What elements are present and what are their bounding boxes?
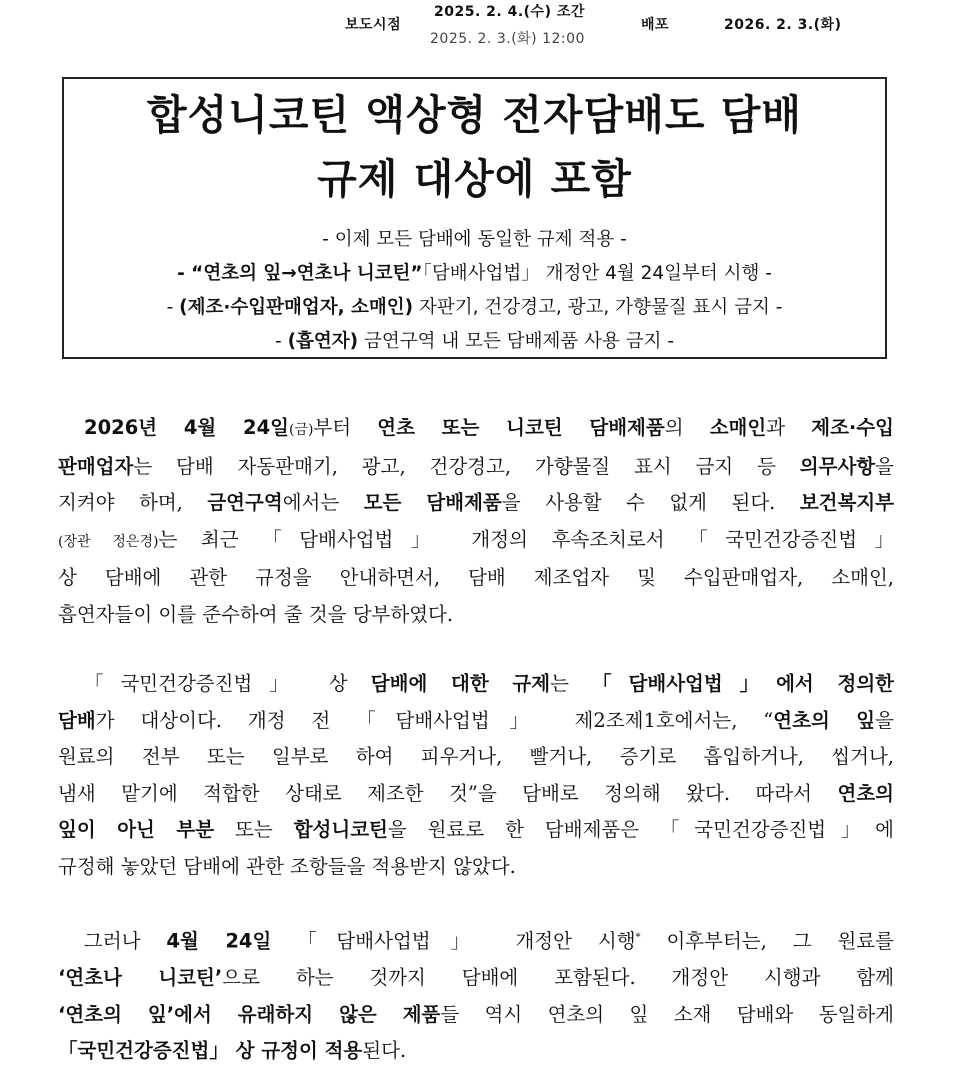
p1-text: 과 xyxy=(766,416,812,439)
p1-text: 을 xyxy=(875,454,894,478)
subheading-4-rest: 금연구역 내 모든 담배제품 사용 금지 - xyxy=(358,331,674,352)
p2-text: 을 원료로 한 담배제품은 「국민건강증진법」에 xyxy=(387,818,894,841)
p1-weekday: (금) xyxy=(288,422,314,438)
p1-bold: 제조·수입 xyxy=(811,416,894,439)
p1-bold: 모든 담배제품 xyxy=(363,491,502,514)
p2-line-6 xyxy=(58,849,894,886)
p1-text: 지켜야 하며, xyxy=(58,491,208,514)
p1-text: 는 최근 「담배사업법」 개정의 후속조치로서 「국민건강증진법」 xyxy=(158,527,894,551)
p2-bold: 연초의 xyxy=(837,781,894,805)
p1-text: 상 담배에 관한 규정을 안내하면서, 담배 제조업자 및 수입판매업자, 소매인, xyxy=(58,566,894,589)
p1-bold: 소매인 xyxy=(709,416,767,439)
p3-bold: ‘연초나 니코틴’ xyxy=(58,966,223,989)
p1-text: 에서는 xyxy=(282,491,364,514)
p2-line-1 xyxy=(58,666,894,703)
p1-line-5 xyxy=(58,560,894,597)
p1-text: 의 xyxy=(664,416,710,439)
p1-bold: 금연구역 xyxy=(207,491,283,514)
subheading-3-dash: - xyxy=(166,297,180,318)
p3-bold: 4월 24일 xyxy=(166,929,272,953)
p1-line-4 xyxy=(58,522,894,561)
p3-text: 으로 하는 것까지 담배에 포함된다. 개정안 시행과 함께 xyxy=(222,966,894,989)
p2-line-5 xyxy=(58,812,894,849)
p2-bold: 잎이 아닌 부분 xyxy=(58,818,215,841)
headline-box xyxy=(62,77,887,359)
headline-line-2: 규제 대상에 포함 xyxy=(317,155,632,203)
p1-line-6 xyxy=(58,597,894,634)
p2-text: 규정해 놓았던 담배에 관한 조항들을 적용받지 않았다. xyxy=(58,854,516,878)
subheading-2-rest: 「담배사업법」 개정안 4월 24일부터 시행 - xyxy=(422,263,772,284)
p2-bold: 합성니코틴 xyxy=(293,818,388,841)
p2-text: 냄새 맡기에 적합한 상태로 제조한 것”을 담배로 정의해 왔다. 따라서 xyxy=(58,781,838,805)
p3-line-2 xyxy=(58,960,894,997)
p1-minister: (장관 정은경) xyxy=(58,533,159,550)
p1-text: 는 담배 자동판매기, 광고, 건강경고, 가향물질 표시 금지 등 xyxy=(133,454,800,478)
p2-text: 「국민건강증진법」 상 xyxy=(84,672,371,695)
p3-text: 이후부터는, 그 원료를 xyxy=(640,929,895,953)
p3-text: 「담배사업법」 개정안 시행 xyxy=(271,929,636,953)
paragraph-2 xyxy=(58,666,894,885)
p1-date: 2026년 4월 24일 xyxy=(84,416,289,439)
p1-text: 을 사용할 수 없게 된다. xyxy=(501,491,800,514)
p2-line-3 xyxy=(58,739,894,776)
p1-text: 흡연자들이 이를 준수하여 줄 것을 당부하였다. xyxy=(58,602,454,626)
p3-text: 들 역시 연초의 잎 소재 담배와 동일하게 xyxy=(440,1002,894,1026)
p3-bold: 「국민건강증진법」 상 규정이 적용 xyxy=(58,1039,363,1062)
subheading-2 xyxy=(64,257,885,291)
press-header xyxy=(0,0,966,60)
p2-bold: 담배에 대한 규제 xyxy=(370,672,551,695)
p2-text: 가 대상이다. 개정 전 「담배사업법」 제2조제1호에서는, “ xyxy=(95,708,774,732)
p1-bold: 의무사항 xyxy=(799,454,876,478)
p3-text: 된다. xyxy=(362,1039,407,1062)
p2-line-4 xyxy=(58,776,894,813)
distribution-date: 2026. 2. 3.(화) xyxy=(724,17,842,33)
p2-text: 을 xyxy=(875,708,894,732)
p1-line-3 xyxy=(58,485,894,522)
p1-bold: 판매업자 xyxy=(58,454,134,478)
p2-text: 또는 xyxy=(214,818,294,841)
subheading-4-dash: - xyxy=(275,331,288,352)
subheading-1: - 이제 모든 담배에 동일한 규제 적용 - xyxy=(322,229,627,250)
p3-line-3 xyxy=(58,997,894,1034)
p1-text: 부터 xyxy=(313,416,378,439)
p3-line-1 xyxy=(58,920,894,960)
headline-line-1: 합성니코틴 액상형 전자담배도 담배 xyxy=(147,91,802,139)
p2-bold: 「담배사업법」에서 정의한 xyxy=(592,672,894,695)
release-date-online: 2025. 2. 3.(화) 12:00 xyxy=(430,31,585,47)
p3-bold: ‘연초의 잎’에서 유래하지 않은 제품 xyxy=(58,1002,441,1026)
p1-bold: 보건복지부 xyxy=(799,491,895,514)
release-time-label: 보도시점 xyxy=(345,17,402,33)
footnote-marker: * xyxy=(635,932,641,943)
subheading-2-bold: - “연초의 잎→연초나 니코틴” xyxy=(177,263,423,284)
p2-bold: 연초의 잎 xyxy=(773,708,876,732)
p2-text: 는 xyxy=(550,672,593,695)
p2-line-2 xyxy=(58,703,894,740)
subheadings xyxy=(64,223,885,359)
p1-bold: 연초 또는 니코틴 담배제품 xyxy=(377,416,665,439)
p1-line-2 xyxy=(58,449,894,486)
p3-text: 그러나 xyxy=(84,929,167,953)
subheading-4-bold: (흡연자) xyxy=(287,331,359,352)
distribution-label: 배포 xyxy=(641,17,670,33)
subheading-4 xyxy=(64,325,885,359)
p1-line-1 xyxy=(58,410,894,449)
p2-text: 원료의 전부 또는 일부로 하여 피우거나, 빨거나, 증기로 흡입하거나, 씹거나, xyxy=(58,745,894,768)
release-date-morning: 2025. 2. 4.(수) 조간 xyxy=(434,4,585,20)
p3-line-4 xyxy=(58,1033,894,1070)
subheading-3 xyxy=(64,291,885,325)
subheading-3-rest: 자판기, 건강경고, 광고, 가향물질 표시 금지 - xyxy=(413,297,783,318)
paragraph-1 xyxy=(58,410,894,633)
subheading-3-bold: (제조·수입판매업자, 소매인) xyxy=(179,297,414,318)
p2-bold: 담배 xyxy=(58,708,96,732)
paragraph-3 xyxy=(58,920,894,1070)
